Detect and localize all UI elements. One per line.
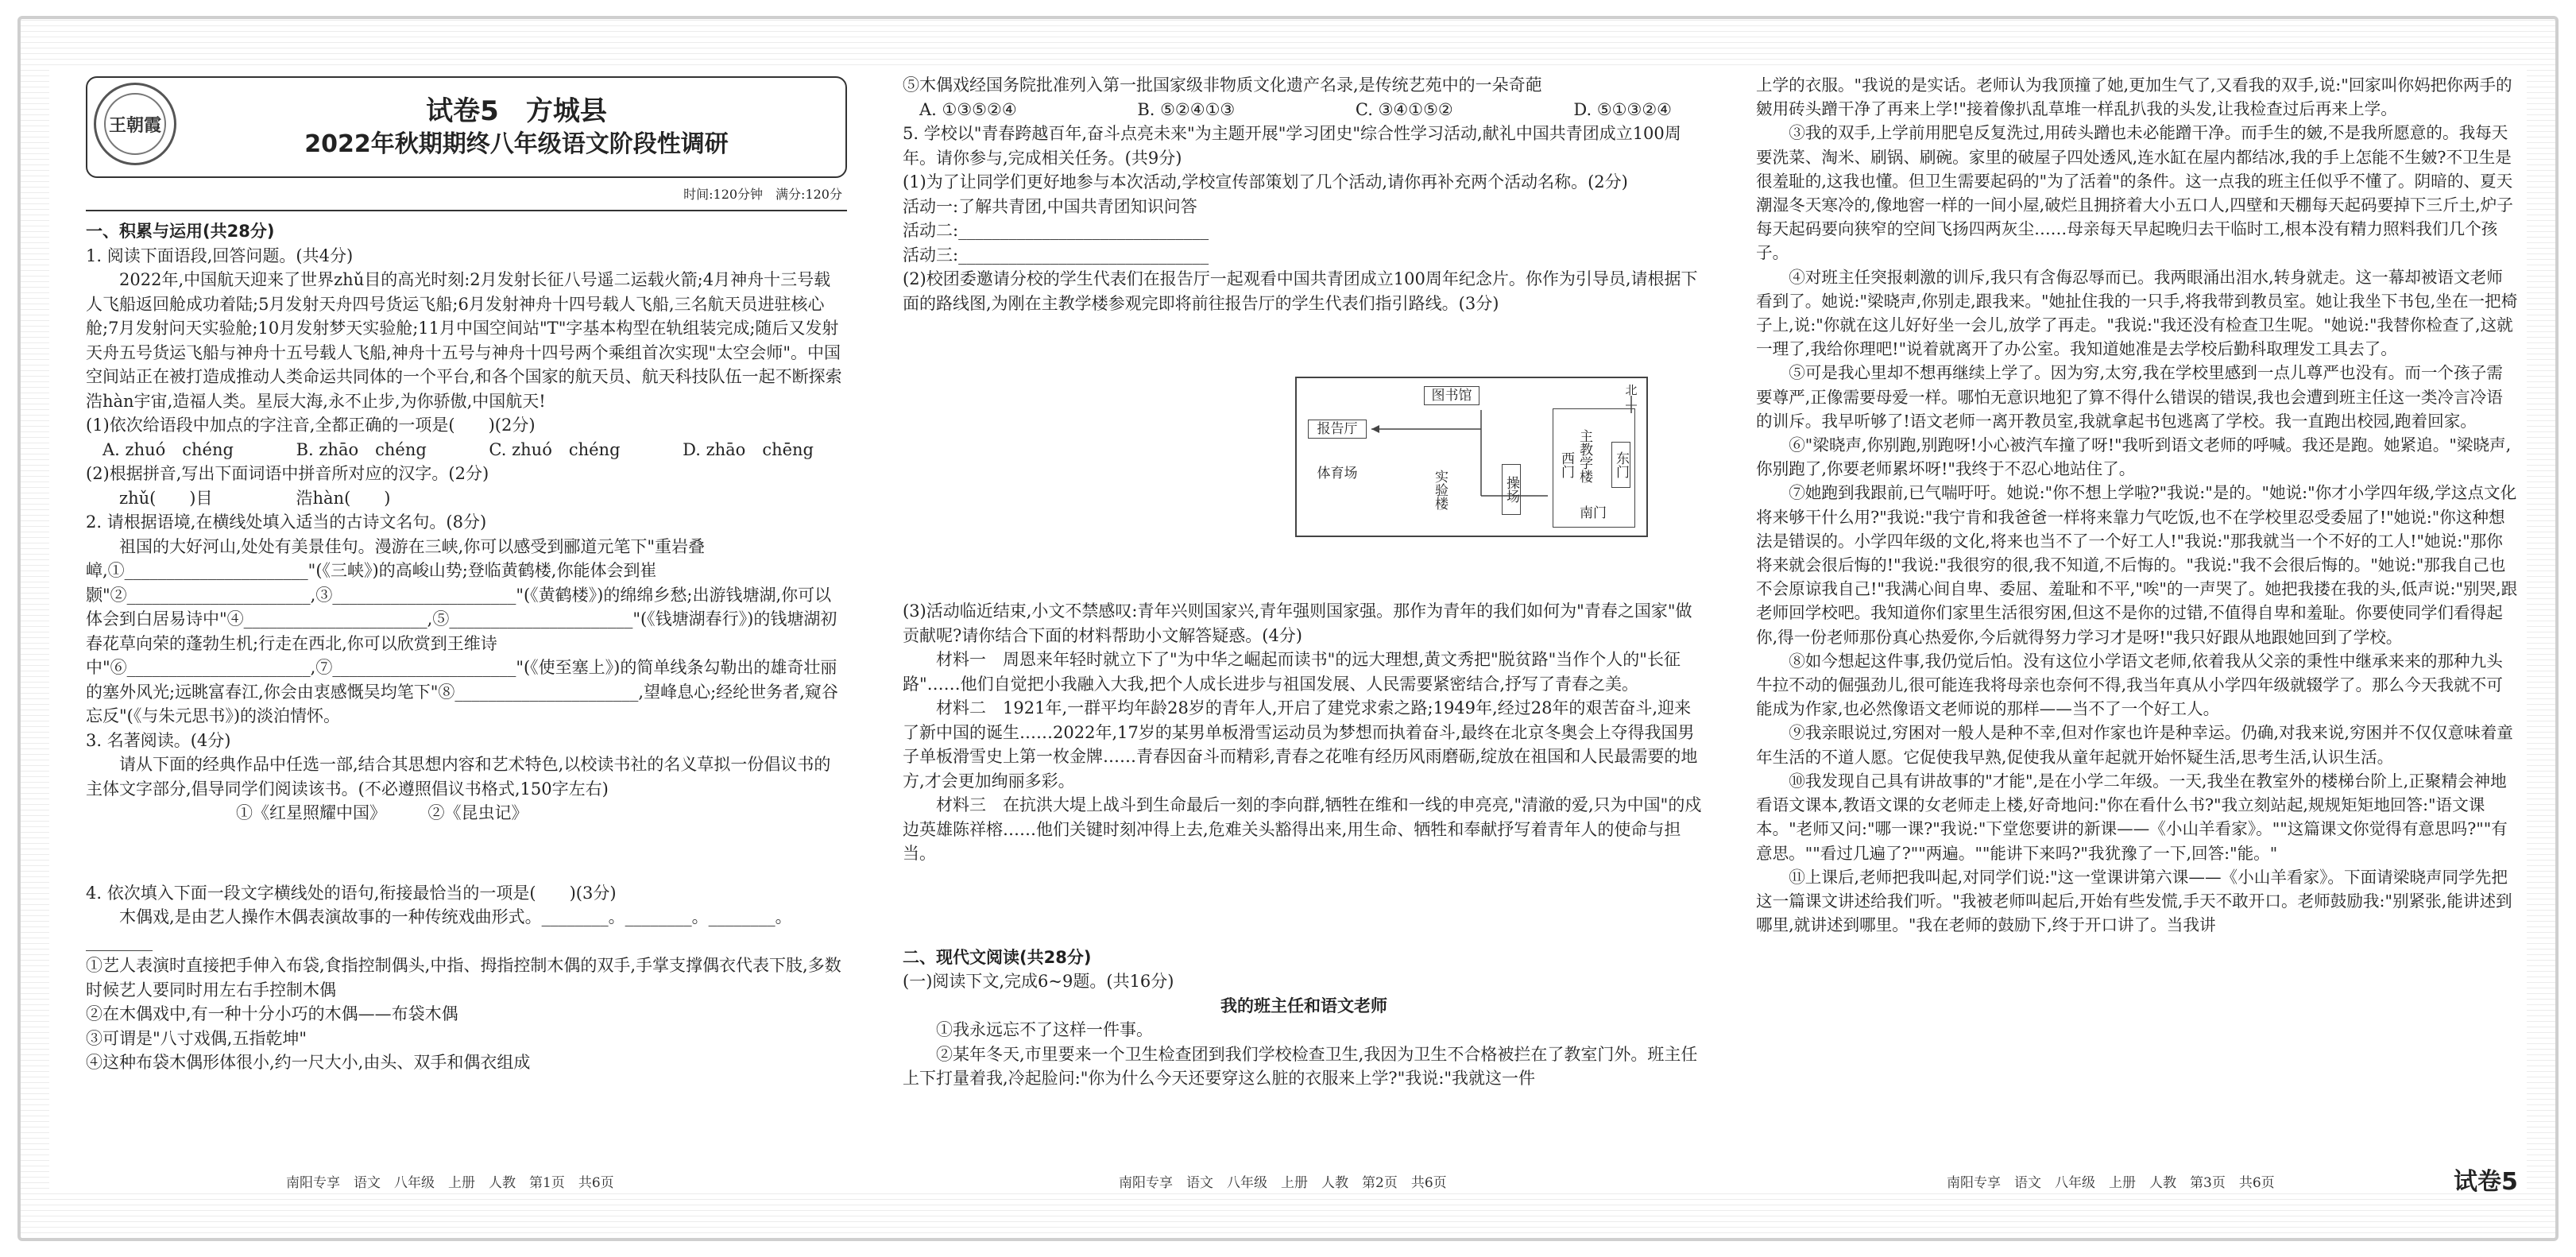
text-paragraph: 1. 阅读下面语段,回答问题。(共4分) (86, 246, 354, 265)
text-paragraph: 材料三 在抗洪大堤上战斗到生命最后一刻的李向群,牺牲在维和一线的申亮亮,"清澈的爱,只为中国"的戍边英雄陈祥榕……他们关键时刻冲得上去,危难关头豁得出来,用生命、牺牲和奉献抒写着青年人的使命与担当。 (903, 795, 1702, 863)
text-paragraph: ②在木偶戏中,有一种十分小巧的木偶——布袋木偶 (86, 1004, 458, 1023)
story-paragraph: 上学的衣服。"我说的是实话。老师认为我顶撞了她,更加生气了,又看我的双手,说:"回家叫你妈把你两手的皴用砖头蹭干净了再来上学!"接着像扒乱草堆一样乱扒我的头发,让我检查过后再来上学。 (1756, 75, 2512, 119)
text-paragraph: ③可谓是"八寸戏偶,五指乾坤" (86, 1028, 307, 1048)
text-paragraph: 5. 学校以"青春跨越百年,奋斗点亮未来"为主题开展"学习团史"综合性学习活动,献礼中国共青团成立100周年。请你参与,完成相关任务。(共9分) (903, 124, 1681, 168)
section-heading: 二、现代文阅读(共28分) (903, 947, 1092, 967)
text-paragraph: 活动二:______________________________ (903, 221, 1209, 240)
exam-badge: 试卷5 (2454, 1168, 2518, 1196)
text-paragraph: ①艺人表演时直接把手伸入布袋,食指控制偶头,中指、拇指控制木偶的双手,手掌支撑偶衣代表下肢,多数时候艺人要同时用左右手控制木偶 (86, 956, 841, 1000)
text-paragraph: (一)阅读下文,完成6~9题。(共16分) (903, 972, 1174, 991)
publisher-logo (94, 83, 176, 165)
header-divider (86, 210, 847, 211)
column-2-bottom (903, 599, 1705, 1091)
logo-text: 王朝霞 (104, 93, 166, 155)
option-item: B. zhāo chéng (296, 439, 427, 459)
text-paragraph: ①我永远忘不了这样一件事。 (936, 1020, 1153, 1039)
text-paragraph: 祖国的大好河山,处处有美景佳句。漫游在三峡,你可以感受到郦道元笔下"重岩叠嶂,①______________________"(《三峡》)的高峻山势;登临黄鹤楼,你能体会到崔颢"②______________________,③______________________"(《黄鹤楼》)的绵绵乡愁;出游钱塘湖,你可以体会到白居易诗中"④______________________,⑤______________________"(《钱塘湖春行》)的钱塘湖初春花草向荣的蓬勃生机;行走在西北,你可以欣赏到王维诗中"⑥______________________,⑦______________________"(《使至塞上》)的简单线条勾勒出的雄奇壮丽的塞外风光;远眺富春江,你会由衷感慨吴均笔下"⑧______________________,望峰息心;经纶世务者,窥谷忘反"(《与朱元思书》)的淡泊情怀。 (86, 536, 838, 725)
story-paragraph: ③我的双手,上学前用肥皂反复洗过,用砖头蹭也未必能蹭干净。而手生的皴,不是我所愿意的。我每天要洗菜、淘米、刷锅、刷碗。家里的破屋子四处透风,连水缸在屋内都结冰,我的手上怎能不生皴?不卫生是很羞耻的,这我也懂。但卫生需要起码的"为了活着"的条件。这一点我的班主任似乎不懂了。阴暗的、夏天潮湿冬天寒冷的,像地窖一样的一间小屋,破烂且拥挤着大小五口人,四壁和天棚每天起码要掉下三斤土,炉子每天起码要向狭窄的空间飞扬四两灰尘……母亲每天早起晚归去干临时工,根本没有精力照料我们几个孩子。 (1756, 123, 2513, 263)
map-south-gate: 南门 (1575, 504, 1611, 523)
text-paragraph: 木偶戏,是由艺人操作木偶表演故事的一种传统戏曲形式。________。________。________。________ (86, 907, 792, 951)
option-item: B. ⑤②④①③ (1137, 99, 1236, 119)
text-paragraph: 活动一:了解共青团,中国共青团知识问答 (903, 196, 1197, 216)
text-paragraph: zhǔ( )目 浩hàn( ) (86, 488, 391, 508)
answer-options (903, 98, 1705, 122)
map-gym: 体育场 (1308, 464, 1367, 483)
column-2-top (903, 73, 1705, 315)
text-paragraph: (1)依次给语段中加点的字注音,全都正确的一项是( )(2分) (86, 416, 536, 435)
map-playground: 操场 (1502, 464, 1521, 515)
text-paragraph: 请从下面的经典作品中任选一部,结合其思想内容和艺术特色,以校读书社的名义草拟一份倡议书的主体文字部分,倡导同学们阅读该书。(不必遵照倡议书格式,150字左右) (86, 755, 831, 799)
text-paragraph: ⑤木偶戏经国务院批准列入第一批国家级非物质文化遗产名录,是传统艺苑中的一朵奇葩 (903, 75, 1542, 95)
footer-page-2: 南阳专享 语文 八年级 上册 人教 第2页 共6页 (1119, 1175, 1447, 1191)
answer-options (86, 438, 847, 462)
column-1 (86, 219, 847, 1075)
story-paragraph: ⑥"梁晓声,你别跑,别跑呀!小心被汽车撞了呀!"我听到语文老师的呼喊。我还是跑。她紧追。"梁晓声,你别跑了,你要老师累坏呀!"我终于不忍心地站住了。 (1756, 435, 2512, 479)
map-library: 图书馆 (1424, 386, 1479, 405)
text-paragraph: 活动三:______________________________ (903, 245, 1209, 265)
text-paragraph: (3)活动临近结束,小文不禁感叹:青年兴则国家兴,青年强则国家强。那作为青年的我们如何为"青春之国家"做贡献呢?请你结合下面的材料帮助小文解答疑惑。(4分) (903, 601, 1692, 645)
text-paragraph: 4. 依次填入下面一段文字横线处的语句,衔接最恰当的一项是( )(3分) (86, 883, 617, 903)
map-hall: 报告厅 (1308, 420, 1367, 439)
story-paragraph: ⑨我亲眼说过,穷困对一般人是种不幸,但对作家也许是种幸运。仍确,对我来说,穷困并不仅仅意味着童年生活的不道人愿。它促使我早熟,促使我从童年起就开始怀疑生活,思考生活,认识生活。 (1756, 723, 2513, 767)
story-paragraph: ⑤可是我心里却不想再继续上学了。因为穷,太穷,我在学校里感到一点儿尊严也没有。而一个孩子需要尊严,正像需要母爱一样。哪怕无意识地犯了算不得什么错误的错误,我也会遭到班主任这一类冷言冷语的训斥。我早听够了!语文老师一离开教员室,我就拿起书包逃离了学校。我一直跑出校园,跑着回家。 (1756, 363, 2503, 431)
text-paragraph: ④这种布袋木偶形体很小,约一尺大小,由头、双手和偶衣组成 (86, 1053, 531, 1072)
column-3 (1756, 73, 2519, 937)
option-item: D. zhāo chēng (683, 439, 814, 459)
map-lab: 实验楼 (1430, 461, 1449, 518)
story-paragraph: ⑧如今想起这件事,我仍觉后怕。没有这位小学语文老师,依着我从父亲的秉性中继承来来的那种九头牛拉不动的倔强劲儿,很可能连我将母亲也奈何不得,我当年真从小学四年级就辍学了。那么今天我就不可能成为作家,也必然像语文老师说的那样——当不了一个好工人。 (1756, 651, 2503, 719)
footer-page-1: 南阳专享 语文 八年级 上册 人教 第1页 共6页 (286, 1175, 614, 1191)
map-main-building: 主教学楼 (1575, 416, 1594, 496)
map-north-label: 北 (1623, 381, 1640, 399)
option-item: C. ③④①⑤② (1355, 99, 1453, 119)
text-paragraph: (1)为了让同学们更好地参与本次活动,学校宣传部策划了几个活动,请你再补充两个活动名称。(2分) (903, 172, 1628, 191)
map-paths (1297, 378, 1650, 539)
text-paragraph: 3. 名著阅读。(4分) (86, 730, 231, 750)
option-item: A. ①③⑤②④ (919, 99, 1017, 119)
exam-title: 试卷5 方城县 (426, 95, 607, 127)
text-paragraph (903, 866, 1705, 946)
exam-info: 时间:120分钟 满分:120分 (683, 187, 842, 202)
map-west-gate: 西门 (1559, 442, 1573, 488)
text-paragraph: ②某年冬天,市里要来一个卫生检查团到我们学校检查卫生,我因为卫生不合格被拦在了教室门外。班主任上下打量着我,冷起脸问:"你为什么今天还要穿这么脏的衣服来上学?"我说:"我就这一件 (903, 1044, 1698, 1088)
option-item: C. zhuó chéng (489, 439, 621, 459)
map-east-gate: 东门 (1611, 442, 1630, 488)
footer-page-3: 南阳专享 语文 八年级 上册 人教 第3页 共6页 (1947, 1175, 2275, 1191)
route-map (1295, 377, 1648, 537)
article-title: 我的班主任和语文老师 (1220, 996, 1387, 1015)
text-paragraph: 材料二 1921年,一群平均年龄28岁的青年人,开启了建党求索之路;1949年,经过28年的艰苦奋斗,迎来了新中国的诞生……2022年,17岁的某男单板滑雪运动员为梦想而执着奋斗,最终在北京冬奥会上夺得我国男子单板滑雪史上第一枚金牌……青春因奋斗而精彩,青春之花唯有经历风雨磨砺,绽放在祖国和人民最需要的地方,才会更加绚丽多彩。 (903, 698, 1698, 791)
text-paragraph: 2. 请根据语境,在横线处填入适当的古诗文名句。(8分) (86, 512, 487, 532)
text-paragraph: 材料一 周恩来年轻时就立下了"为中华之崛起而读书"的远大理想,黄文秀把"脱贫路"当作个人的"长征路"……他们自觉把小我融入大我,把个人成长进步与祖国发展、人民需要紧密结合,抒写了青春之美。 (903, 650, 1681, 694)
story-paragraph: ⑦她跑到我跟前,已气喘吁吁。她说:"你不想上学啦?"我说:"是的。"她说:"你才小学四年级,学这点文化将来够干什么用?"我说:"我宁肯和我爸爸一样将来靠力气吃饭,也不在学校里忍受委屈了!"她说:"你这种想法是错误的。小学四年级的文化,将来也当不了一个好工人!"我说:"那我就当一个不好的工人!"她说:"那你将来就会很后悔的!"我说:"我很穷的很,我不知道,不后悔的。"我说:"我不会很后悔的。"她说:"那我自己也不会原谅我自己!"我满心间自卑、委屈、羞耻和不平,"唉"的一声哭了。她把我搂在我的头,低声说:"别哭,跟老师回学校吧。我知道你们家里生活很穷困,但这不是你的过错,不值得自卑和羞耻。你要使同学们看得起你,得一份老师那份真心热爱你,今后就得努力学习才是呀!"我只好跟从地跟她回到了学校。 (1756, 483, 2518, 647)
text-paragraph: 2022年,中国航天迎来了世界zhǔ目的高光时刻:2月发射长征八号遥二运载火箭;4月神舟十三号载人飞船返回舱成功着陆;5月发射天舟四号货运飞船;6月发射神舟十四号载人飞船,三名航天员进驻核心舱;7月发射问天实验舱;10月发射梦天实验舱;11月中国空间站"T"字基本构型在轨组装完成;随后又发射天舟五号货运飞船与神舟十五号载人飞船,神舟十五号与神舟十四号两个乘组首次实现"太空会师"。中国空间站正在被打造成推动人类命运共同体的一个平台,和各个国家的航天员、航天科技队伍一起不断探索浩hàn宇宙,造福人类。星辰大海,永不止步,为你骄傲,中国航天! (86, 270, 842, 411)
option-item: D. ⑤①③②④ (1573, 99, 1672, 119)
section-heading: 一、积累与运用(共28分) (86, 222, 275, 241)
text-paragraph: (2)校团委邀请分校的学生代表们在报告厅一起观看中国共青团成立100周年纪念片。你作为引导员,请根据下面的路线图,为刚在主教学楼参观完即将前往报告厅的学生代表们指引路线。(3分) (903, 269, 1698, 313)
story-paragraph: ⑪上课后,老师把我叫起,对同学们说:"这一堂课讲第六课——《小山羊看家》。下面请梁晓声同学先把这一篇课文讲述给我们听。"我被老师叫起后,开始有些发慌,手天不敢开口。老师鼓励我:"别紧张,能讲述到哪里,就讲述到哪里。"我在老师的鼓励下,终于开口讲了。当我讲 (1756, 867, 2512, 935)
text-paragraph (86, 826, 847, 881)
text-paragraph: ①《红星照耀中国》 ②《昆虫记》 (86, 803, 528, 822)
story-paragraph: ④对班主任突报刺激的训斥,我只有含侮忍辱而已。我两眼涌出泪水,转身就走。这一幕却被语文老师看到了。她说:"梁晓声,你别走,跟我来。"她扯住我的一只手,将我带到教员室。她让我坐下书包,坐在一把椅子上,说:"你就在这儿好好坐一会儿,放学了再走。"我说:"我还没有检查卫生呢。"她说:"我替你检查了,这就一理了,我给你理吧!"说着就离开了办公室。我知道她准是去学校后勤科取理发工具去了。 (1756, 267, 2518, 359)
text-paragraph: (2)根据拼音,写出下面词语中拼音所对应的汉字。(2分) (86, 464, 489, 483)
exam-subtitle: 2022年秋期期终八年级语文阶段性调研 (304, 130, 729, 158)
story-paragraph: ⑩我发现自己具有讲故事的"才能",是在小学二年级。一天,我坐在教室外的楼梯台阶上,正聚精会神地看语文课本,教语文课的女老师走上楼,好奇地问:"你在看什么书?"我立刻站起,规规矩矩地回答:"语文课本。"老师又问:"哪一课?"我说:"下堂您要讲的新课——《小山羊看家》。""这篇课文你觉得有意思吗?""有意思。""看过几遍了?""两遍。""能讲下来吗?"我犹豫了一下,回答:"能。" (1756, 771, 2508, 863)
option-item: A. zhuó chéng (102, 439, 234, 459)
